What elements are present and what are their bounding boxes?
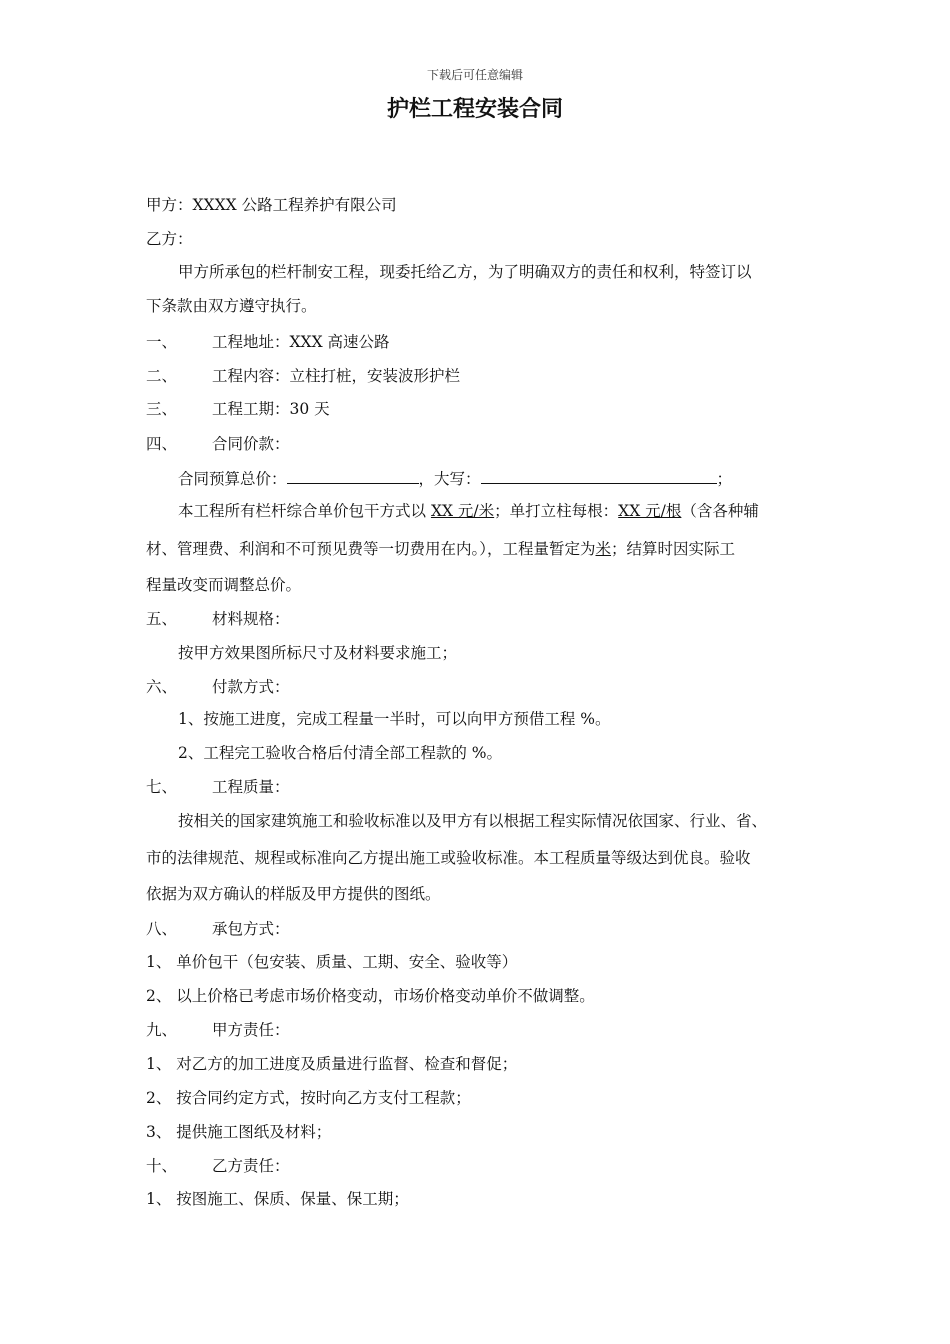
section-2-title: 工程内容：立柱打桩，安装波形护栏 — [212, 367, 461, 385]
unit-price-post: XX 元/根 — [618, 502, 682, 520]
section-2-number: 二、 — [146, 367, 178, 385]
party-b: 乙方： — [146, 230, 193, 248]
section-4-title: 合同价款： — [212, 435, 290, 453]
contract-item-2: 2、 以上价格已考虑市场价格变动，市场价格变动单价不做调整。 — [146, 987, 595, 1005]
section-9-title: 甲方责任： — [212, 1021, 290, 1039]
quality-line-1: 按相关的国家建筑施工和验收标准以及甲方有以根据工程实际情况依国家、行业、省、 — [178, 812, 768, 830]
document-title: 护栏工程安装合同 — [386, 97, 563, 122]
price-para-line-3: 程量改变而调整总价。 — [146, 576, 302, 594]
section-7-number: 七、 — [146, 778, 178, 796]
section-5-body: 按甲方效果图所标尺寸及材料要求施工； — [178, 644, 458, 662]
quality-line-3: 依据为双方确认的样版及甲方提供的图纸。 — [146, 885, 441, 903]
section-number: 一、 — [146, 333, 178, 351]
section-8-title: 承包方式： — [212, 920, 290, 938]
section-9-number: 九、 — [146, 1021, 178, 1039]
text: 材、管理费、利润和不可预见费等一切费用在内。），工程量暂定为 — [146, 540, 596, 558]
contract-item-1: 1、 单价包干（包安装、质量、工期、安全、验收等） — [146, 953, 518, 971]
budget-label: 合同预算总价： — [178, 470, 287, 488]
section-5-number: 五、 — [146, 610, 178, 628]
text: 本工程所有栏杆综合单价包干方式以 — [178, 502, 431, 520]
text: ；结算时因实际工 — [611, 540, 736, 558]
section-3-number: 三、 — [146, 400, 178, 418]
party-a: 甲方：XXXX 公路工程养护有限公司 — [146, 196, 397, 214]
party-a-duty-2: 2、 按合同约定方式，按时向乙方支付工程款； — [146, 1089, 471, 1107]
budget-end: ； — [716, 470, 733, 488]
quality-line-2: 市的法律规范、规程或标准向乙方提出施工或验收标准。本工程质量等级达到优良。验收 — [146, 849, 751, 867]
section-5-title: 材料规格： — [212, 610, 290, 628]
section-6-title: 付款方式： — [212, 678, 290, 696]
section-1-title: 工程地址：XXX 高速公路 — [212, 333, 390, 351]
daxie-blank — [481, 467, 717, 484]
text: ；单打立柱每根： — [494, 502, 619, 520]
section-8-number: 八、 — [146, 920, 178, 938]
party-b-duty-1: 1、 按图施工、保质、保量、保工期； — [146, 1190, 409, 1208]
party-a-duty-1: 1、 对乙方的加工进度及质量进行监督、检查和督促； — [146, 1055, 518, 1073]
unit-price-meter: XX 元/米 — [430, 502, 495, 520]
quantity-unit: 米 — [595, 540, 612, 558]
daxie-label: ，大写： — [418, 470, 481, 488]
payment-item-1: 1、按施工进度，完成工程量一半时，可以向甲方预借工程 %。 — [178, 710, 611, 728]
section-7-title: 工程质量： — [212, 778, 290, 796]
section-10-number: 十、 — [146, 1157, 178, 1175]
header-note: 下载后可任意编辑 — [426, 68, 523, 82]
budget-line — [178, 467, 732, 490]
section-4-number: 四、 — [146, 435, 178, 453]
price-para-line-2 — [146, 538, 735, 560]
section-1 — [146, 331, 177, 353]
payment-item-2: 2、工程完工验收合格后付清全部工程款的 %。 — [178, 744, 503, 762]
text: （含各种辅 — [681, 502, 759, 520]
price-para-line-1 — [178, 500, 759, 522]
intro-line-2: 下条款由双方遵守执行。 — [146, 297, 317, 315]
section-6-number: 六、 — [146, 678, 178, 696]
party-a-duty-3: 3、 提供施工图纸及材料； — [146, 1123, 332, 1141]
intro-line-1: 甲方所承包的栏杆制安工程，现委托给乙方，为了明确双方的责任和权利，特签订以 — [178, 263, 752, 281]
section-3-title: 工程工期：30 天 — [212, 400, 330, 418]
section-10-title: 乙方责任： — [212, 1157, 290, 1175]
budget-blank — [287, 467, 419, 484]
